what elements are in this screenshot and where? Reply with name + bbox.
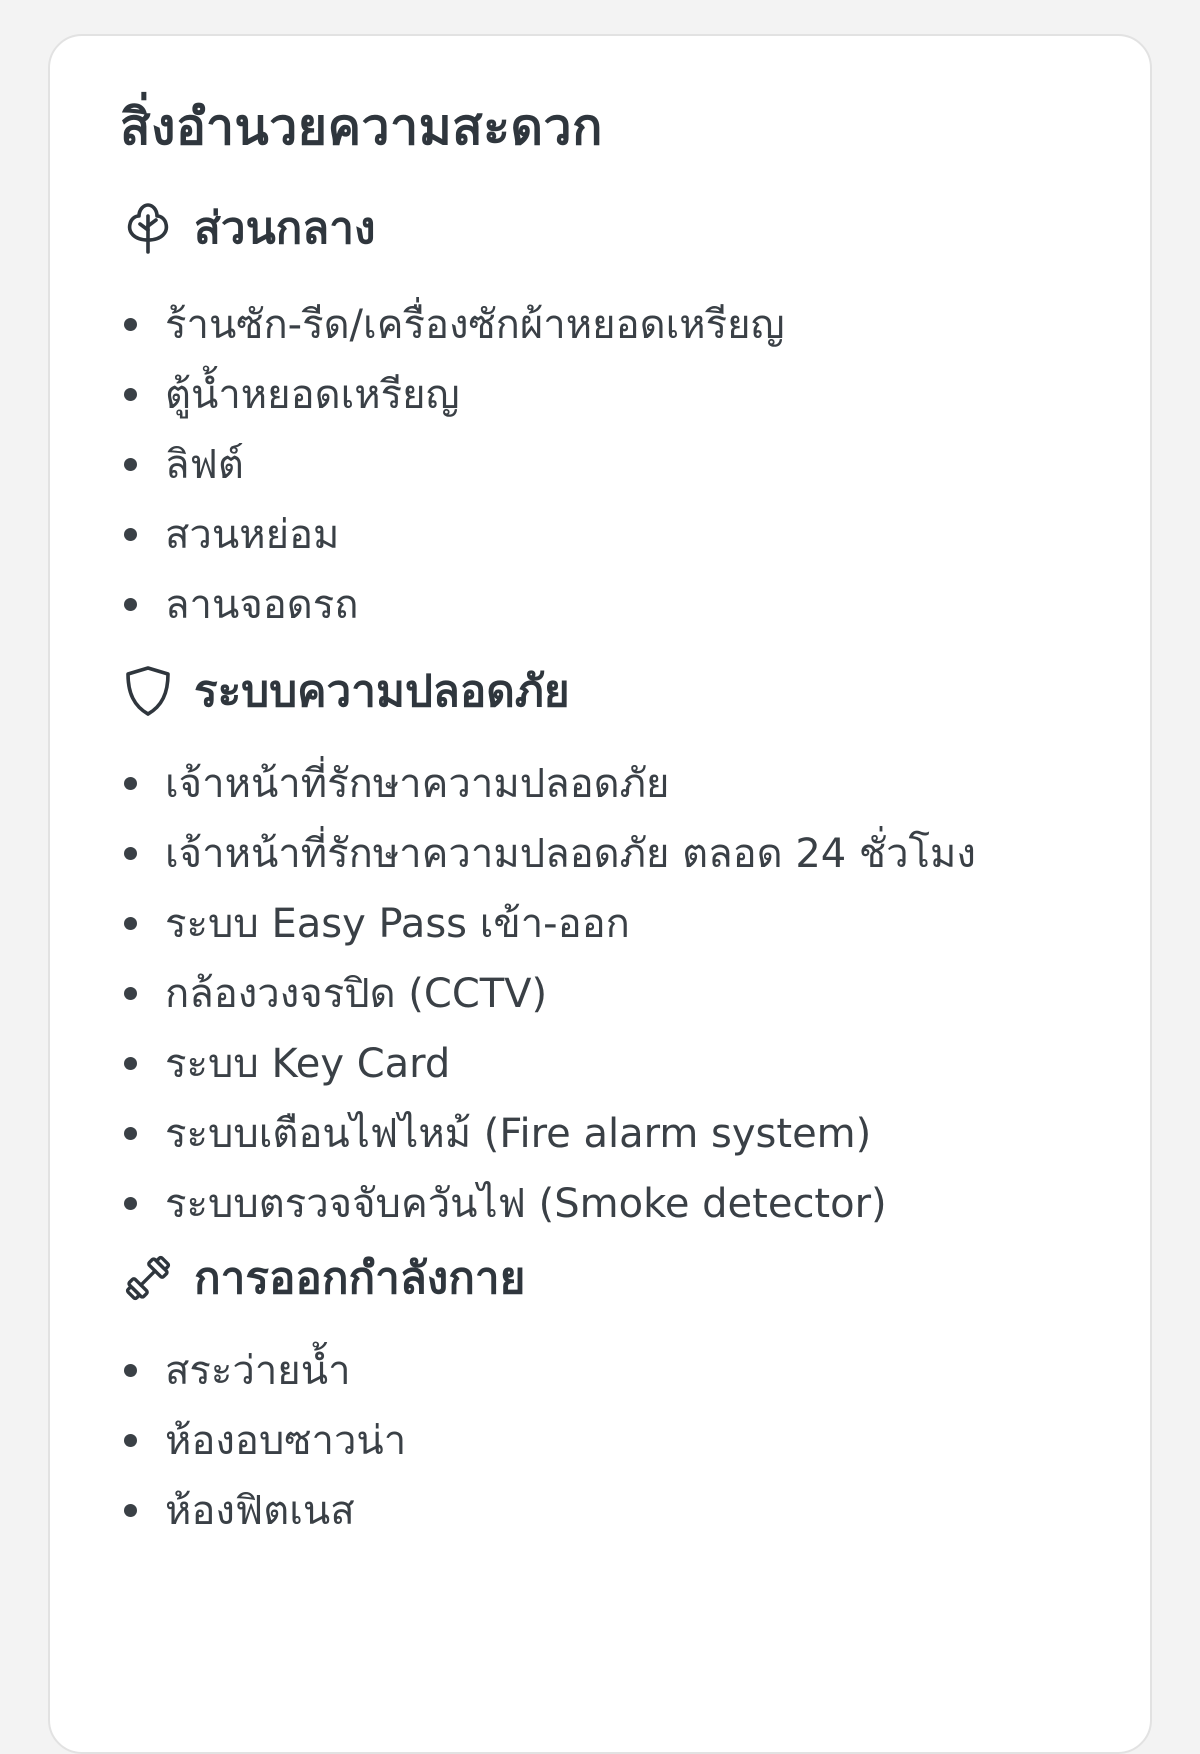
exercise-list [120, 1335, 406, 1545]
list-item-label: ห้องอบซาวน่า [165, 1418, 407, 1464]
list-item-label: เจ้าหน้าที่รักษาความปลอดภัย ตลอด 24 ชั่วโมง [165, 831, 976, 877]
list-item [120, 748, 976, 818]
section-header-exercise [120, 1243, 525, 1313]
bullet [124, 528, 137, 541]
bullet [124, 1504, 137, 1517]
list-item [120, 1168, 976, 1238]
bullet [124, 598, 137, 611]
bullet [124, 458, 137, 471]
tree-icon [120, 197, 182, 259]
list-item [120, 289, 785, 359]
list-item-label: ลิฟต์ [165, 442, 244, 488]
list-item-label: ระบบ Easy Pass เข้า-ออก [165, 901, 630, 947]
list-item [120, 958, 976, 1028]
list-item [120, 1098, 976, 1168]
dumbbell-icon [120, 1247, 182, 1309]
list-item-label: กล้องวงจรปิด (CCTV) [165, 971, 548, 1017]
section-header-security [120, 656, 570, 726]
list-item [120, 1028, 976, 1098]
list-item-label: ระบบ Key Card [165, 1041, 451, 1087]
bullet [124, 847, 137, 860]
list-item-label: เจ้าหน้าที่รักษาความปลอดภัย [165, 761, 670, 807]
list-item-label: ตู้น้ำหยอดเหรียญ [165, 372, 460, 418]
card-title: สิ่งอำนวยความสะดวก [120, 98, 603, 156]
bullet [124, 1197, 137, 1210]
list-item-label: สวนหย่อม [165, 512, 340, 558]
bullet [124, 987, 137, 1000]
security-list [120, 748, 976, 1238]
list-item [120, 429, 785, 499]
section-title: ส่วนกลาง [194, 203, 376, 254]
list-item [120, 888, 976, 958]
list-item [120, 818, 976, 888]
bullet [124, 388, 137, 401]
section-title: การออกกำลังกาย [194, 1253, 526, 1304]
bullet [124, 777, 137, 790]
list-item-label: ระบบตรวจจับควันไฟ (Smoke detector) [165, 1181, 887, 1227]
bullet [124, 1434, 137, 1447]
section-title: ระบบความปลอดภัย [194, 666, 570, 717]
section-header-common-area [120, 193, 375, 263]
list-item [120, 359, 785, 429]
list-item [120, 1405, 406, 1475]
list-item-label: ร้านซัก-รีด/เครื่องซักผ้าหยอดเหรียญ [165, 302, 785, 348]
list-item-label: ระบบเตือนไฟไหม้ (Fire alarm system) [165, 1111, 872, 1157]
bullet [124, 1127, 137, 1140]
bullet [124, 318, 137, 331]
list-item [120, 569, 785, 639]
bullet [124, 1364, 137, 1377]
list-item [120, 1475, 406, 1545]
common-area-list [120, 289, 785, 639]
shield-icon [120, 660, 182, 722]
list-item-label: ลานจอดรถ [165, 582, 359, 628]
bullet [124, 1057, 137, 1070]
list-item [120, 1335, 406, 1405]
list-item-label: ห้องฟิตเนส [165, 1488, 355, 1534]
bullet [124, 917, 137, 930]
facilities-card [48, 34, 1152, 1754]
list-item-label: สระว่ายน้ำ [165, 1348, 351, 1394]
list-item [120, 499, 785, 569]
